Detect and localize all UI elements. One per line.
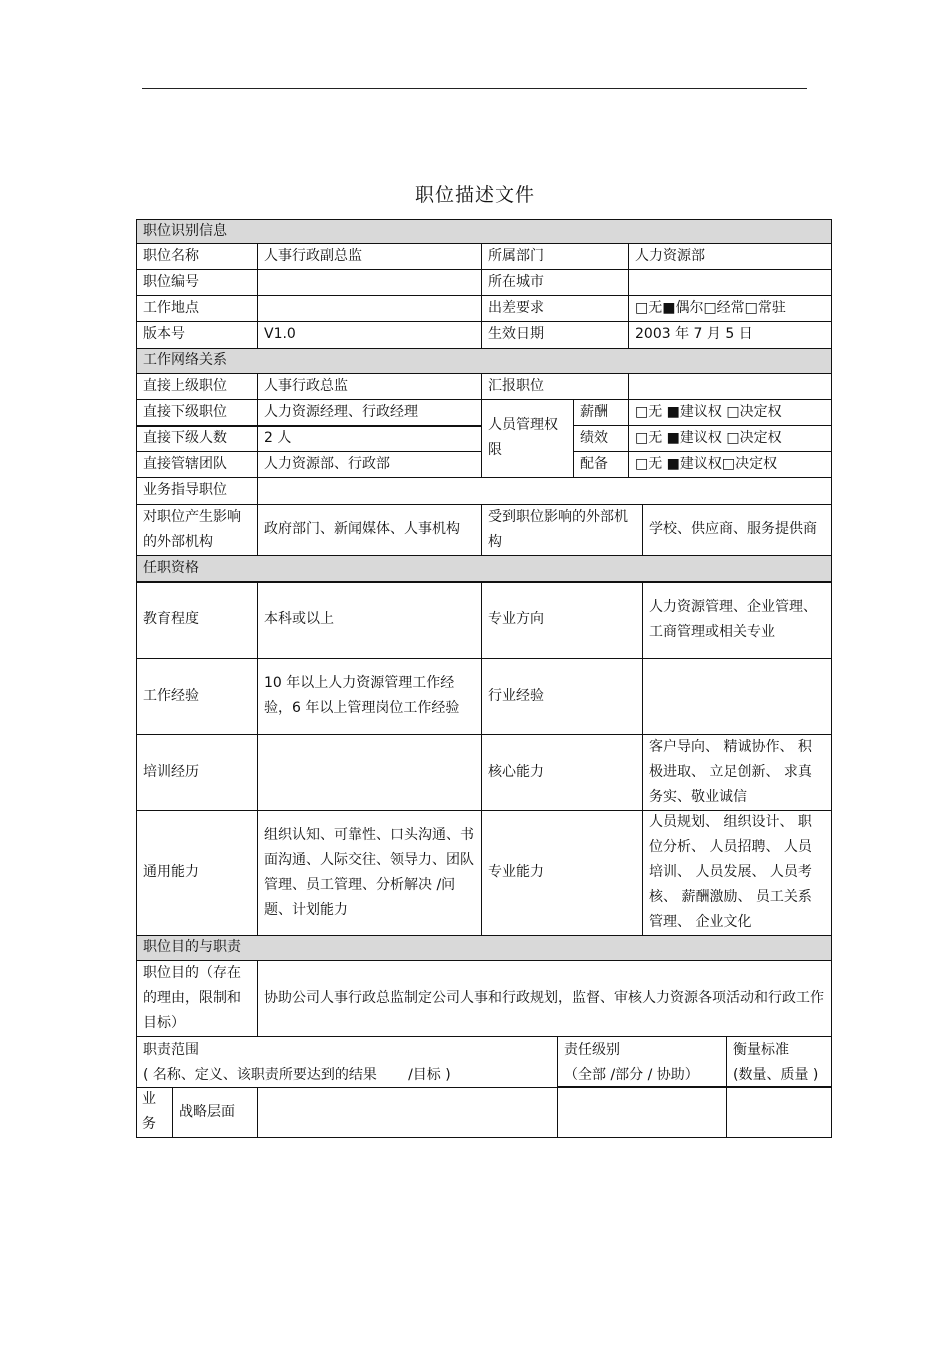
effective-date-value: 2003 年 7 月 5 日 [635,326,753,342]
section-purpose: 职位目的与职责 [136,935,831,960]
major-value: 人力资源管理、企业管理、工商管理或相关专业 [649,598,817,640]
subordinate-count-value: 2 人 [264,429,292,446]
superior-value: 人事行政总监 [264,377,348,394]
document-title: 职位描述文件 [414,184,535,206]
purpose-value: 协助公司人事行政总监制定公司人事和行政规划，监督、审核人力资源各项活动和行政工作 [264,989,824,1006]
version-value: V1.0 [264,326,296,342]
level-label: 责任级别 [564,1042,620,1058]
report-label: 汇报职位 [488,377,544,394]
guidance-value [257,477,831,504]
salary-value: □无 ■建议权 □决定权 [635,403,782,420]
report-value [628,373,831,399]
section-network: 工作网络关系 [136,348,831,373]
salary-label: 薪酬 [580,403,608,420]
staffing-label: 配备 [580,455,608,472]
business-label: 业务 [142,1091,156,1132]
city-label: 所在城市 [488,273,544,290]
purpose-label: 职位目的（存在的理由，限制和目标） [143,964,241,1031]
city-value [628,269,831,295]
section-qualification: 任职资格 [136,555,831,581]
experience-value: 10 年以上人力资源管理工作经验，6 年以上管理岗位工作经验 [264,675,460,716]
superior-label: 直接上级职位 [143,377,227,394]
core-competency-label: 核心能力 [488,763,544,780]
team-value: 人力资源部、行政部 [264,455,390,472]
professional-ability-value: 人员规划、 组织设计、 职位分析、 人员招聘、 人员培训、 人员发展、 人员考核、 薪酬激励、 员工关系管理、 企业文化 [649,814,812,930]
authority-label: 人员管理权限 [488,417,558,458]
performance-value: □无 ■建议权 □决定权 [635,429,782,446]
measure-label: 衡量标准 [733,1042,789,1058]
level-sublabel: （全部 /部分 / 协助） [564,1067,699,1083]
strategy-label: 战略层面 [179,1103,235,1120]
performance-label: 绩效 [580,429,608,446]
measure-sublabel: (数量、质量 ) [733,1067,819,1083]
department-label: 所属部门 [488,247,544,264]
team-label: 直接管辖团队 [143,455,227,472]
scope-header [136,1037,557,1087]
training-label: 培训经历 [143,763,199,780]
subordinate-value: 人力资源经理、行政经理 [264,403,418,420]
work-location-label: 工作地点 [143,299,199,316]
education-label: 教育程度 [143,611,199,627]
industry-value [642,658,831,734]
position-code-value [257,269,481,295]
version-label: 版本号 [143,326,185,342]
scope-label: 职责范围 [143,1042,199,1058]
training-value [257,734,481,810]
scope-sublabel: ( 名称、定义、该职责所要达到的结果 /目标 ) [143,1067,451,1083]
travel-value: □无■偶尔□经常□常驻 [635,299,786,316]
staffing-value: □无 ■建议权□决定权 [635,455,778,472]
position-code-label: 职位编号 [143,273,199,290]
section-identity: 职位识别信息 [136,219,831,243]
external-affected-value: 学校、供应商、服务提供商 [649,521,817,537]
external-influencers-value: 政府部门、新闻媒体、人事机构 [264,521,460,537]
education-value: 本科或以上 [264,611,334,627]
experience-label: 工作经验 [143,687,199,704]
subordinate-count-label: 直接下级人数 [143,429,227,446]
core-competency-value: 客户导向、 精诚协作、 积极进取、 立足创新、 求真务实、敬业诚信 [649,738,812,805]
general-ability-label: 通用能力 [143,864,199,880]
work-location-value [257,295,481,321]
measure-header [726,1037,831,1087]
major-label: 专业方向 [488,611,544,627]
effective-date-label: 生效日期 [488,326,544,342]
header-rule [142,88,807,89]
travel-label: 出差要求 [488,299,544,316]
level-header [557,1037,726,1087]
external-affected-label: 受到职位影响的外部机构 [488,508,628,550]
department-value: 人力资源部 [635,247,705,264]
position-name-label: 职位名称 [143,247,199,264]
professional-ability-label: 专业能力 [488,864,544,880]
industry-label: 行业经验 [488,687,544,704]
general-ability-value: 组织认知、可靠性、口头沟通、书面沟通、人际交往、领导力、团队管理、员工管理、分析解决 /问题、计划能力 [264,826,474,918]
subordinate-label: 直接下级职位 [143,403,227,420]
external-influencers-label: 对职位产生影响的外部机构 [143,508,241,550]
guidance-label: 业务指导职位 [143,482,227,498]
position-name-value: 人事行政副总监 [264,247,362,264]
